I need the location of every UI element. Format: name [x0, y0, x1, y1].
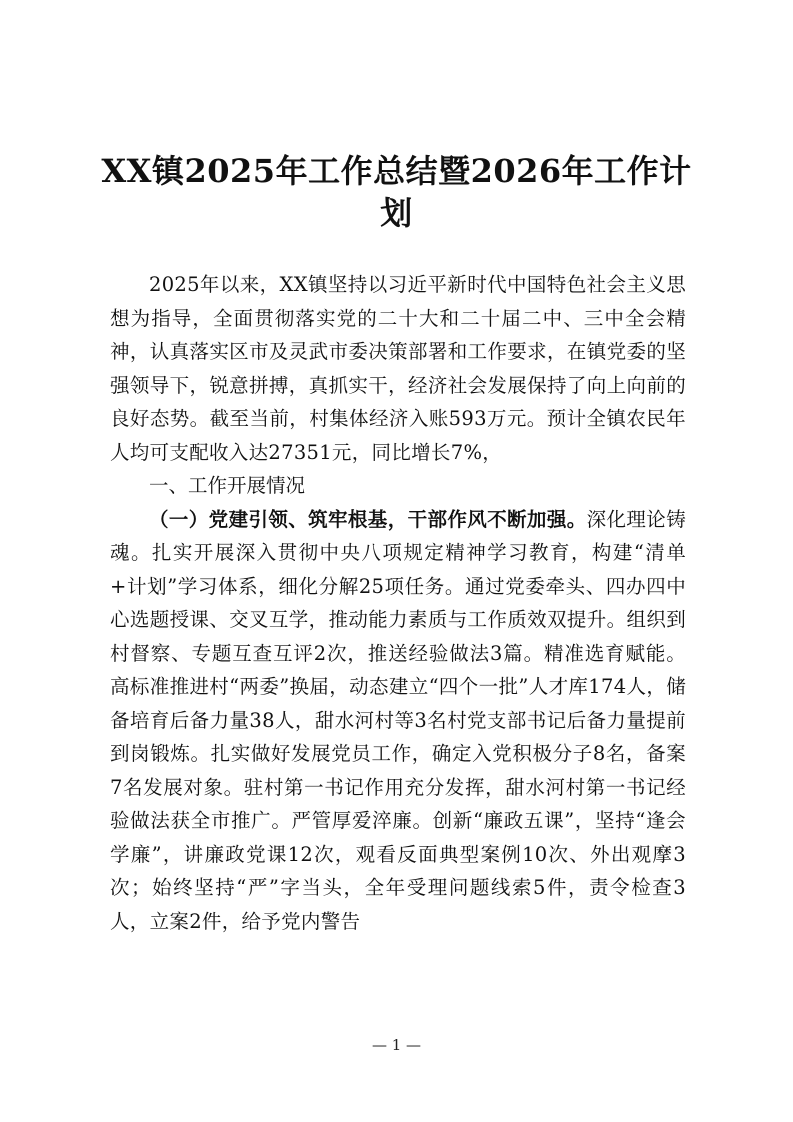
subsection-text: 深化理论铸魂。扎实开展深入贯彻中央八项规定精神学习教育，构建“清单+计划”学习体系，细化分解25项任务。通过党委牵头、四办四中心选题授课、交叉互学，推动能力素质与工作质效双提升。组织到村督察、专题互查互评2次，推送经验做法3篇。精准选育赋能。高标准推进村“两委”换届，动态建立“四个一批”人才库174人，储备培育后备力量38人，甜水河村等3名村党支部书记后备力量提前到岗锻炼。扎实做好发展党员工作，确定入党积极分子8名，备案7名发展对象。驻村第一书记作用充分发挥，甜水河村第一书记经验做法获全市推广。严管厚爱淬廉。创新“廉政五课”，坚持“逢会学廉”，讲廉政党课12次，观看反面典型案例10次、外出观摩3次；始终坚持“严”字当头，全年受理问题线索5件，责令检查3人，立案2件，给予党内警告	[110, 507, 686, 933]
subsection-heading: （一）党建引领、筑牢根基，干部作风不断加强。	[149, 507, 587, 531]
subsection-paragraph	[110, 503, 686, 939]
section-heading: 一、工作开展情况	[149, 474, 306, 497]
document-body	[110, 268, 686, 938]
page-number: — 1 —	[371, 1036, 422, 1054]
intro-paragraph: 2025年以来，XX镇坚持以习近平新时代中国特色社会主义思想为指导，全面贯彻落实党的二十大和二十届二中、三中全会精神，认真落实区市及灵武市委决策部署和工作要求，在镇党委的坚强领导下，锐意拼搏，真抓实干，经济社会发展保持了向上向前的良好态势。截至当前，村集体经济入账593万元。预计全镇农民年人均可支配收入达27351元，同比增长7%，	[110, 273, 686, 464]
document-title: XX镇2025年工作总结暨2026年工作计划	[101, 152, 692, 232]
